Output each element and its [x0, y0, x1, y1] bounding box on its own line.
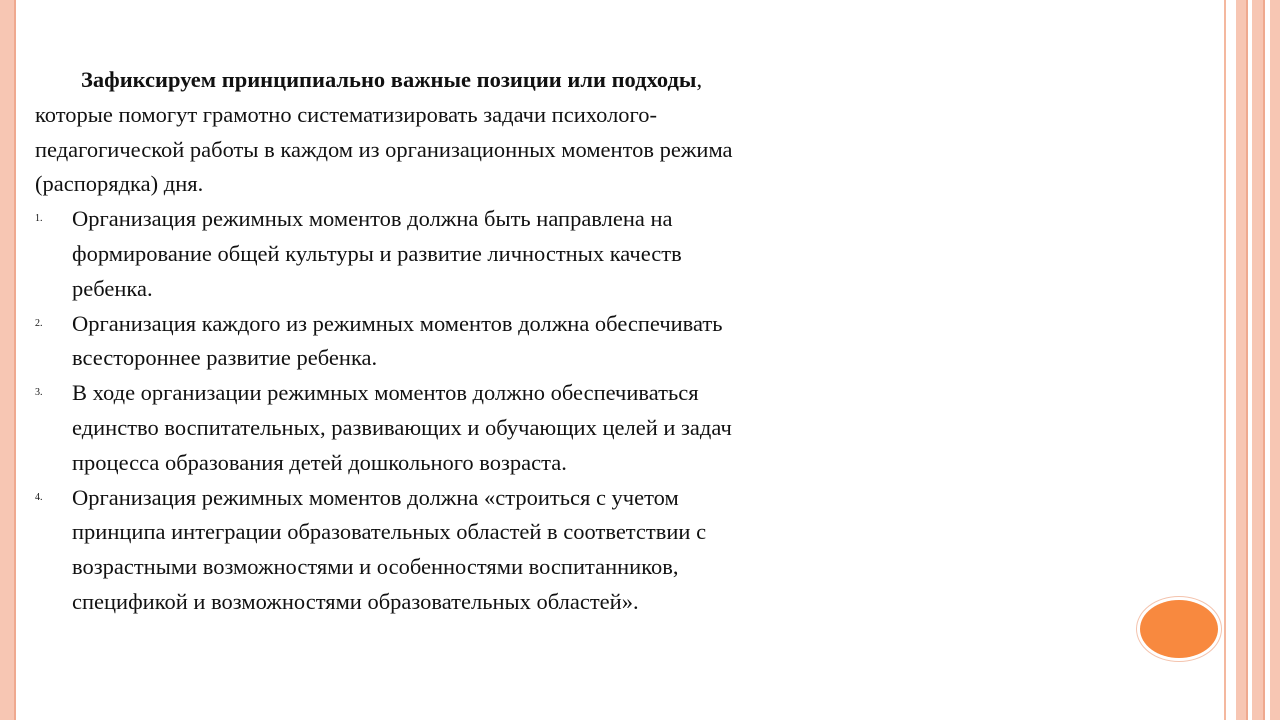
right-stripe-5	[1263, 0, 1265, 720]
list-item	[35, 307, 745, 377]
list-item-text: Организация режимных моментов должна «строиться с учетом принципа интеграции образовательных областей в соответствии с возрастными возможностями и особенностями воспитанников, спецификой и возможностями образовательных областей».	[72, 484, 707, 614]
intro-paragraph	[35, 63, 745, 202]
list-item	[35, 202, 745, 306]
intro-rest-text: , которые помогут грамотно систематизировать задачи психолого-педагогической работы в каждом из организационных моментов режима (распорядка) дня.	[35, 67, 733, 197]
right-stripe-1	[1224, 0, 1226, 720]
list-marker: 3.	[35, 387, 43, 399]
list-marker: 4.	[35, 491, 43, 503]
right-stripe-2	[1236, 0, 1246, 720]
list-item	[35, 376, 745, 480]
slide-content	[35, 63, 745, 620]
list-item-text: Организация режимных моментов должна быть направлена на формирование общей культуры и развитие личностных качеств ребенка.	[72, 206, 682, 301]
list-marker: 1.	[35, 213, 43, 225]
intro-bold-text: Зафиксируем принципиально важные позиции или подходы	[81, 67, 697, 92]
numbered-list	[35, 202, 745, 620]
decorative-circle	[1140, 600, 1218, 658]
list-item-text: Организация каждого из режимных моментов должна обеспечивать всестороннее развитие ребенка.	[72, 310, 723, 371]
right-stripe-6	[1270, 0, 1280, 720]
right-stripe-3	[1246, 0, 1248, 720]
list-item-text: В ходе организации режимных моментов должно обеспечиваться единство воспитательных, развивающих и обучающих целей и задач процесса образования детей дошкольного возраста.	[72, 380, 732, 475]
left-border-line	[14, 0, 16, 720]
list-marker: 2.	[35, 317, 43, 329]
right-stripe-4	[1252, 0, 1263, 720]
list-item	[35, 481, 745, 620]
